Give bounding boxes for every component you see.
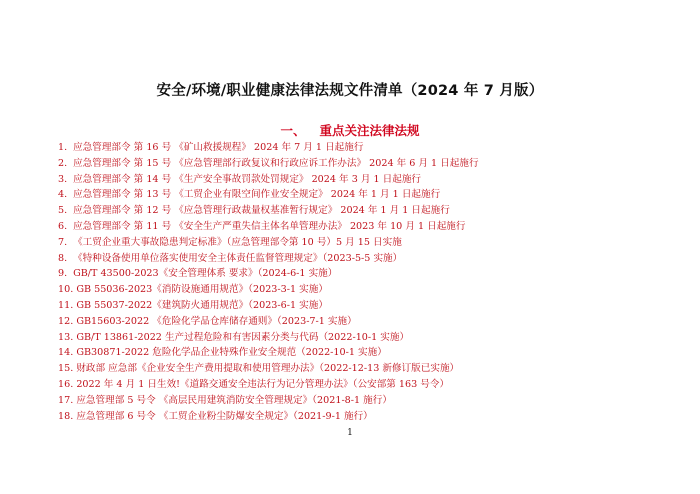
item-text: 2022 年 4 月 1 日生效!《道路交通安全违法行为记分管理办法》（公安部第 163 号令） <box>76 378 450 390</box>
item-index: 11. <box>58 299 74 311</box>
item-index: 4. <box>58 189 68 201</box>
item-index: 2. <box>58 157 68 169</box>
section-title: 重点关注法律法规 <box>319 123 420 138</box>
item-text: 应急管理部 5 号令 《高层民用建筑消防安全管理规定》（2021-8-1 施行） <box>76 394 392 406</box>
item-index: 9. <box>58 268 68 280</box>
list-item <box>58 203 658 219</box>
item-index: 3. <box>58 173 68 185</box>
list-item <box>58 140 658 156</box>
list-item <box>58 235 658 251</box>
item-index: 10. <box>58 284 74 296</box>
section-heading <box>0 121 700 139</box>
list-item <box>58 172 658 188</box>
list-item <box>58 251 658 267</box>
item-index: 7. <box>58 236 68 248</box>
item-index: 13. <box>58 331 74 343</box>
item-text: 应急管理部令 第 15 号 《应急管理部行政复议和行政应诉工作办法》 2024 年 6 月 1 日起施行 <box>73 157 479 169</box>
list-item <box>58 156 658 172</box>
page-number: 1 <box>347 428 353 438</box>
list-item <box>58 393 658 409</box>
item-index: 15. <box>58 363 74 375</box>
list-item <box>58 266 658 282</box>
item-index: 16. <box>58 378 74 390</box>
list-item <box>58 377 658 393</box>
item-text: 应急管理部令 第 14 号 《生产安全事故罚款处罚规定》 2024 年 3 月 1 日起施行 <box>73 173 422 185</box>
item-text: GB/T 13861-2022 生产过程危险和有害因素分类与代码（2022-10-1 实施） <box>76 331 410 343</box>
item-index: 14. <box>58 347 74 359</box>
item-index: 1. <box>58 142 68 153</box>
item-index: 5. <box>58 205 68 217</box>
item-text: GB15603-2022 《危险化学品仓库储存通则》（2023-7-1 实施） <box>76 315 357 327</box>
section-number: 一、 <box>280 123 306 138</box>
item-text: GB30871-2022 危险化学品企业特殊作业安全规范（2022-10-1 实施） <box>76 347 387 359</box>
document-title: 安全/环境/职业健康法律法规文件清单（2024 年 7 月版） <box>156 83 544 99</box>
list-item <box>58 345 658 361</box>
list-item <box>58 219 658 235</box>
list-item <box>58 314 658 330</box>
item-text: GB 55037-2022《建筑防火通用规范》（2023-6-1 实施） <box>76 299 328 311</box>
item-text: GB/T 43500-2023《安全管理体系 要求》（2024-6-1 实施） <box>73 268 338 280</box>
item-text: 财政部 应急部《企业安全生产费用提取和使用管理办法》（2022-12-13 新修订版已实施） <box>76 363 460 375</box>
item-text: GB 55036-2023《消防设施通用规范》（2023-3-1 实施） <box>76 284 328 296</box>
list-item <box>58 409 658 425</box>
item-text: 应急管理部令 第 11 号 《安全生产严重失信主体名单管理办法》 2023 年 10 月 1 日起施行 <box>73 220 466 232</box>
item-index: 18. <box>58 410 74 422</box>
regulation-list <box>58 140 658 424</box>
list-item <box>58 187 658 203</box>
item-text: 应急管理部令 第 13 号 《工贸企业有限空间作业安全规定》 2024 年 1 月 1 日起施行 <box>73 189 441 201</box>
list-item <box>58 282 658 298</box>
item-text: 应急管理部 6 号令 《工贸企业粉尘防爆安全规定》（2021-9-1 施行） <box>76 410 373 422</box>
item-text: 《特种设备使用单位落实使用安全主体责任监督管理规定》（2023-5-5 实施） <box>73 252 403 264</box>
item-index: 6. <box>58 220 68 232</box>
list-item <box>58 330 658 346</box>
item-index: 8. <box>58 252 68 264</box>
list-item <box>58 361 658 377</box>
item-text: 应急管理部令 第 12 号 《应急管理行政裁量权基准暂行规定》 2024 年 1 月 1 日起施行 <box>73 205 450 217</box>
item-text: 应急管理部令 第 16 号 《矿山救援规程》 2024 年 7 月 1 日起施行 <box>73 142 364 153</box>
item-text: 《工贸企业重大事故隐患判定标准》（应急管理部令第 10 号）5 月 15 日实施 <box>73 236 402 248</box>
item-index: 17. <box>58 394 74 406</box>
list-item <box>58 298 658 314</box>
item-index: 12. <box>58 315 74 327</box>
